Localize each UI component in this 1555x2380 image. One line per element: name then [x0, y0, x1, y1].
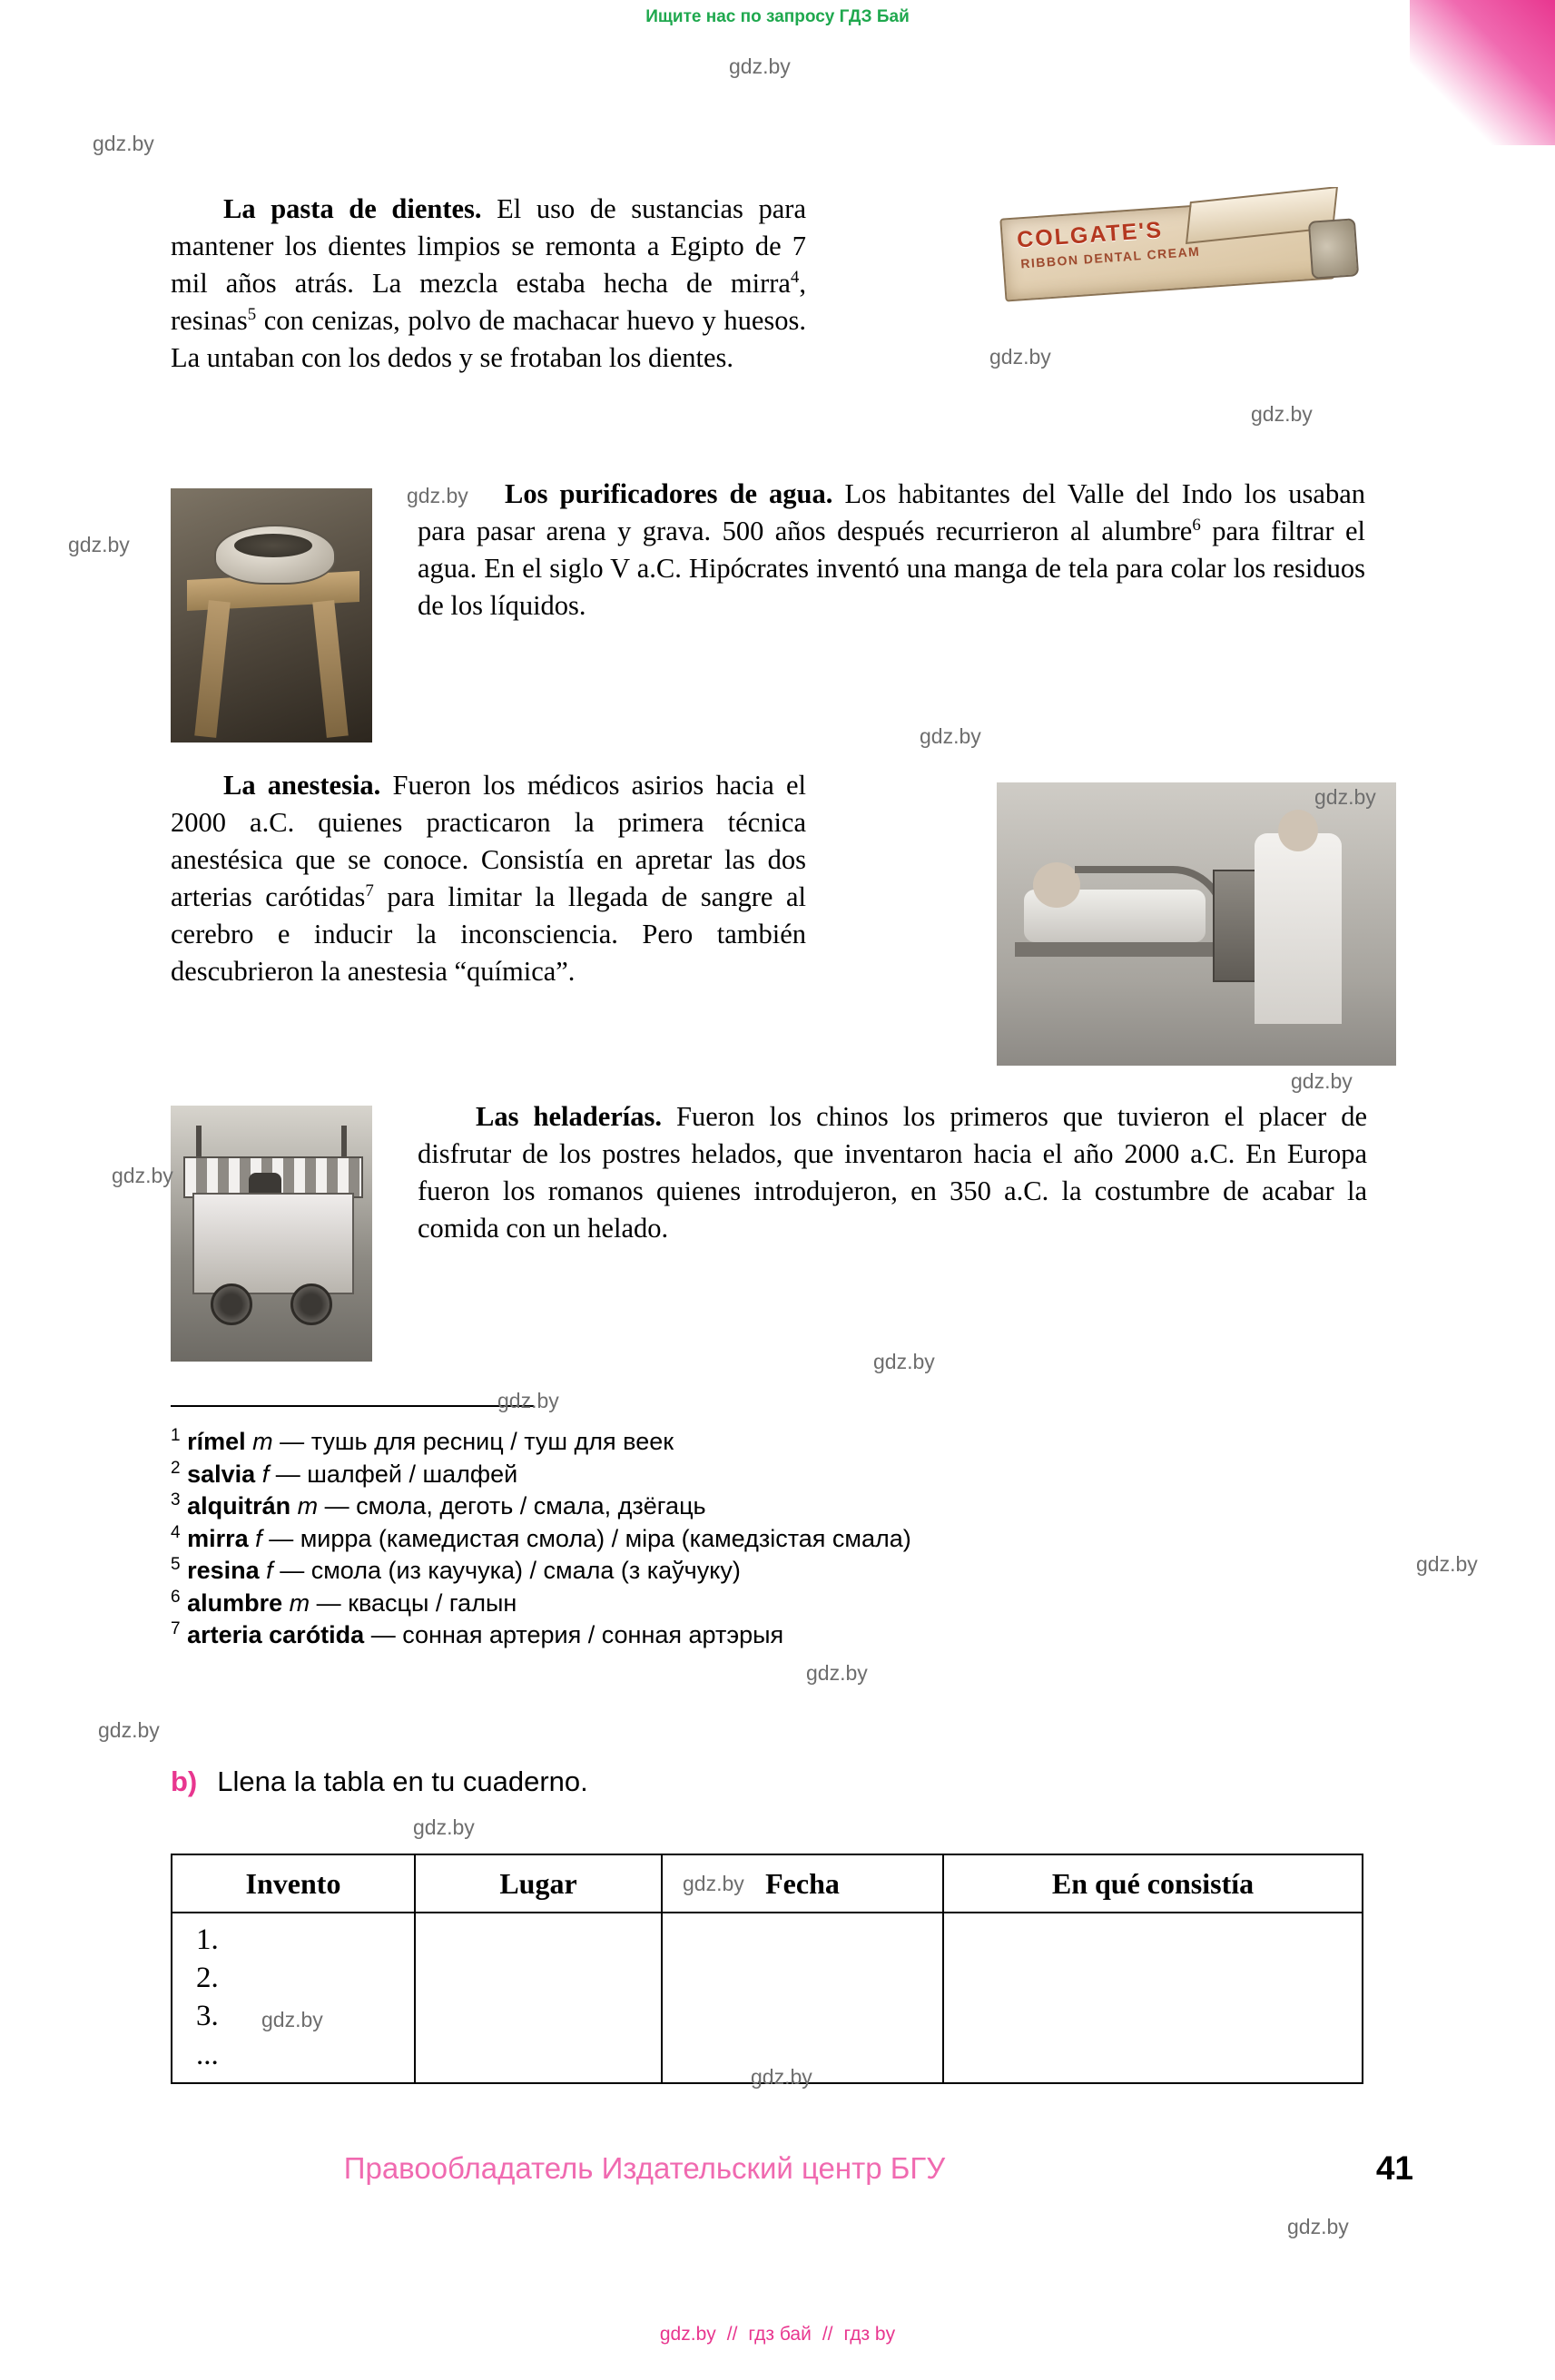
footnote-ref-7: 7	[365, 880, 374, 900]
row-label-ellipsis: ...	[196, 2038, 219, 2071]
footnote-list	[171, 1425, 1260, 1651]
watermark-gdz: gdz.by	[1291, 1069, 1353, 1093]
footnote-separator-rule	[171, 1405, 534, 1407]
water-filter-photo	[171, 488, 372, 743]
cart-wheel-left-shape	[211, 1283, 252, 1325]
watermark-gdz: gdz.by	[751, 2065, 812, 2089]
cart-body-shape	[192, 1193, 354, 1294]
footnote-term: alumbre	[187, 1588, 283, 1617]
table-row	[172, 1913, 1363, 2083]
watermark-gdz: gdz.by	[1314, 785, 1376, 809]
colgate-brand-label: COLGATE'S	[1016, 217, 1164, 253]
watermark-gdz: gdz.by	[112, 1164, 173, 1187]
table-header-fecha: Fecha	[662, 1854, 943, 1913]
task-b-marker: b)	[171, 1765, 198, 1797]
footnote-item	[171, 1522, 1260, 1555]
filter-bowl-inner-shape	[234, 534, 312, 557]
section-anesthesia-title: La anestesia.	[223, 770, 381, 801]
footnote-gloss: смола (из каучука) / смала (з каўчуку)	[310, 1557, 741, 1585]
footnote-ref-4: 4	[790, 267, 800, 287]
watermark-gdz: gdz.by	[683, 1872, 744, 1895]
table-cell-lugar[interactable]	[415, 1913, 662, 2083]
table-header-lugar: Lugar	[415, 1854, 662, 1913]
table-cell-row-labels[interactable]	[172, 1913, 415, 2083]
footnote-gloss: шалфей / шалфей	[307, 1460, 518, 1488]
invento-table	[171, 1854, 1363, 2084]
footnote-term: salvia	[187, 1460, 256, 1488]
doctor-shape	[1255, 833, 1342, 1024]
patient-head-shape	[1033, 862, 1080, 908]
section-icecream-body: Fueron los chinos los primeros que tuvieron el placer de disfrutar de los postres helados, que inventaron hacia el año 2000 a.C. En Europa fueron los romanos quienes introdujeron, en 350 a.C. la costumbre de acabar la comida con un helado.	[418, 1101, 1367, 1244]
section-water-title: Los purificadores de agua.	[505, 478, 833, 509]
footnote-number: 5	[171, 1555, 181, 1575]
footnote-term: alquitrán	[187, 1492, 291, 1520]
footnote-number: 7	[171, 1619, 181, 1639]
footnote-term: resina	[187, 1557, 260, 1585]
footnote-gloss: квасцы / галын	[348, 1588, 517, 1617]
footer-link-2[interactable]: гдз бай	[748, 2324, 812, 2345]
corner-gradient-decoration	[1410, 0, 1555, 145]
section-toothpaste-body3: con cenizas, polvo de machacar huevo y huesos. La untaban con los dedos y se frotaban los dientes.	[171, 305, 806, 374]
watermark-gdz: gdz.by	[806, 1661, 868, 1685]
anesthesia-tube-shape	[1075, 866, 1227, 928]
footnote-dash: —	[324, 1492, 349, 1520]
footnote-gender: m	[297, 1492, 319, 1520]
watermark-gdz: gdz.by	[68, 533, 130, 556]
table-header-row	[172, 1854, 1363, 1913]
watermark-gdz: gdz.by	[413, 1815, 475, 1839]
footnote-item	[171, 1458, 1260, 1490]
watermark-gdz: gdz.by	[98, 1718, 160, 1742]
footnote-ref-5: 5	[247, 304, 257, 324]
watermark-gdz: gdz.by	[1251, 402, 1313, 426]
footnote-item	[171, 1618, 1260, 1651]
footnote-ref-6: 6	[1192, 515, 1201, 535]
watermark-gdz: gdz.by	[729, 54, 791, 78]
footnote-gender: m	[289, 1588, 310, 1617]
footnote-number: 6	[171, 1587, 181, 1607]
cart-wheel-right-shape	[290, 1283, 332, 1325]
footnote-dash: —	[316, 1588, 341, 1617]
table-header-consistia: En qué consistía	[943, 1854, 1363, 1913]
colgate-sub-label: RIBBON DENTAL CREAM	[1019, 243, 1201, 271]
footer-watermark-links	[0, 2324, 1555, 2346]
row-label-3: 3.	[196, 2000, 219, 2033]
page-number: 41	[1375, 2149, 1413, 2187]
footnote-gender: f	[266, 1557, 273, 1585]
watermark-gdz: gdz.by	[93, 132, 154, 155]
section-water-purifiers	[418, 476, 1365, 625]
row-label-1: 1.	[196, 1923, 219, 1956]
section-toothpaste-body: El uso de sustancias para mantener los dientes limpios se remonta a Egipto de 7 mil años atrás. La mezcla estaba hecha de mirra	[171, 193, 806, 300]
footer-link-1[interactable]: gdz.by	[659, 2324, 716, 2345]
watermark-gdz: gdz.by	[920, 724, 981, 748]
table-cell-fecha[interactable]	[662, 1913, 943, 2083]
footnote-number: 4	[171, 1522, 181, 1542]
footnote-dash: —	[280, 1557, 305, 1585]
task-b	[171, 1765, 988, 1798]
section-anesthesia-body: Fueron los médicos asirios hacia el 2000 a.C. quienes practicaron la primera técnica anestésica que se conoce. Consistía en apretar las dos arterias carótidas	[171, 770, 807, 913]
footnote-dash: —	[370, 1621, 396, 1649]
section-icecream-title: Las heladerías.	[476, 1101, 662, 1132]
watermark-gdz: gdz.by	[261, 2008, 323, 2031]
top-banner-watermark: Ищите нас по запросу ГДЗ Бай	[645, 7, 910, 26]
footnote-term: mirra	[187, 1524, 249, 1552]
section-toothpaste-body2: , resinas	[171, 268, 806, 337]
footnote-gender: f	[261, 1460, 270, 1488]
row-label-2: 2.	[196, 1962, 219, 1995]
ice-cream-cart-photo	[171, 1106, 372, 1362]
footnote-term: arteria carótida	[187, 1621, 365, 1649]
section-ice-cream	[418, 1098, 1367, 1247]
watermark-gdz: gdz.by	[407, 484, 468, 507]
footnote-item	[171, 1554, 1260, 1587]
section-toothpaste	[171, 191, 806, 377]
footnote-dash: —	[275, 1460, 300, 1488]
colgate-tube-shape	[1308, 218, 1359, 279]
watermark-gdz: gdz.by	[497, 1389, 559, 1412]
watermark-gdz: gdz.by	[1287, 2215, 1349, 2238]
copyright-notice: Правообладатель Издательский центр БГУ	[343, 2151, 946, 2185]
footnote-gloss: тушь для ресниц / туш для веек	[310, 1428, 674, 1455]
footer-sep-1: //	[726, 2324, 738, 2345]
section-water-body2: para filtrar el agua. En el siglo V a.C. Hipócrates inventó una manga de tela para colar los residuos de los líquidos.	[418, 516, 1365, 622]
watermark-gdz: gdz.by	[989, 345, 1051, 369]
footnote-gender: f	[255, 1524, 262, 1552]
footnote-number: 3	[171, 1490, 181, 1510]
footnote-item	[171, 1587, 1260, 1619]
footnote-gender: m	[252, 1428, 273, 1455]
footnote-gloss: смола, деготь / смала, дзёгаць	[356, 1492, 706, 1520]
footnote-gloss: сонная артерия / сонная артэрыя	[402, 1621, 784, 1649]
task-b-text: Llena la tabla en tu cuaderno.	[217, 1765, 588, 1797]
footnote-gloss: мирра (камедистая смола) / міра (камедзістая смала)	[300, 1524, 911, 1552]
footnote-number: 2	[171, 1458, 181, 1478]
footnote-dash: —	[280, 1428, 305, 1455]
footnote-term: rímel	[187, 1428, 246, 1455]
watermark-gdz: gdz.by	[873, 1350, 935, 1373]
colgate-toothpaste-photo	[997, 187, 1363, 314]
footer-sep-2: //	[822, 2324, 833, 2345]
table-cell-consistia[interactable]	[943, 1913, 1363, 2083]
footnote-number: 1	[171, 1426, 181, 1445]
doctor-head-shape	[1278, 810, 1318, 851]
section-water-body: Los habitantes del Valle del Indo los usaban para pasar arena y grava. 500 años después recurrieron al alumbre	[418, 478, 1365, 547]
section-anesthesia-body2: para limitar la llegada de sangre al cerebro e inducir la inconsciencia. Pero también descubrieron la anestesia “química”.	[171, 881, 806, 988]
anesthesia-photo	[997, 782, 1396, 1066]
footnote-item	[171, 1425, 1260, 1458]
watermark-gdz: gdz.by	[1416, 1552, 1478, 1576]
footer-link-3[interactable]: гдз by	[843, 2324, 896, 2345]
table-header-invento: Invento	[172, 1854, 415, 1913]
footnote-item	[171, 1490, 1260, 1522]
footnote-dash: —	[269, 1524, 294, 1552]
section-anesthesia	[171, 767, 806, 990]
section-toothpaste-title: La pasta de dientes.	[223, 193, 482, 224]
